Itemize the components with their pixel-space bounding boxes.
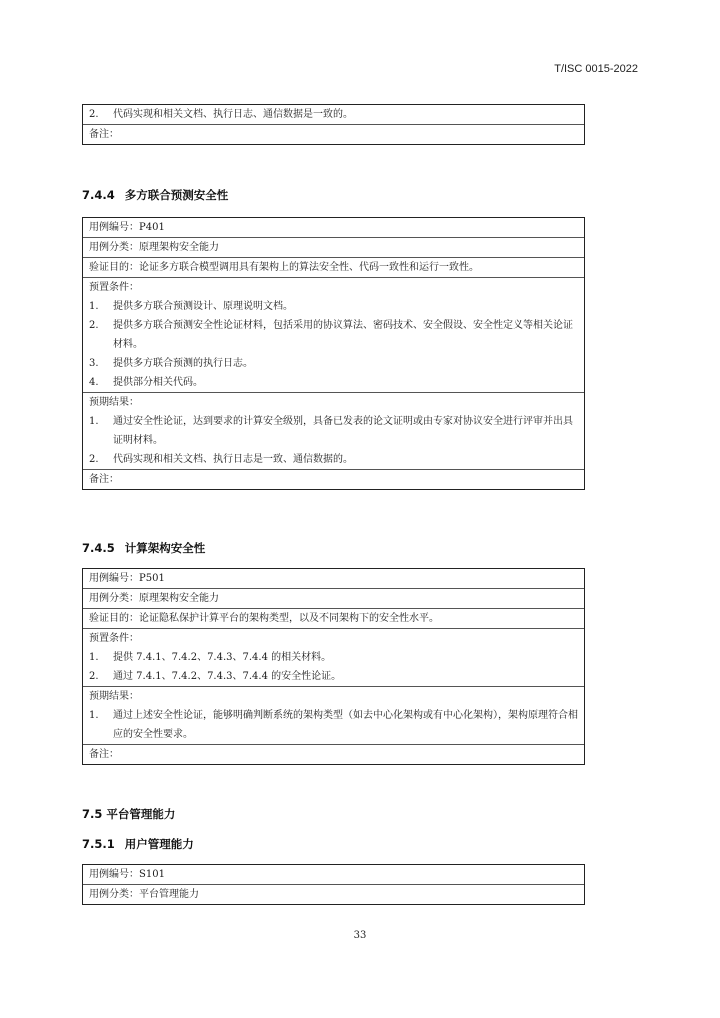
case-category-row: 用例分类：平台管理能力 <box>89 889 199 900</box>
list-item: 1. 提供多方联合预测设计、原理说明文档。 <box>89 301 293 312</box>
list-item: 2. 提供多方联合预测安全性论证材料，包括采用的协议算法、密码技术、安全假设、安全性定义等相关论证材料。 <box>89 320 573 350</box>
expected-result-block <box>83 687 584 745</box>
section-title: 计算架构安全性 <box>124 541 206 555</box>
item-text: 代码实现和相关文档、执行日志、通信数据是一致的。 <box>113 109 353 120</box>
section-heading-7-4-5 <box>82 540 205 556</box>
section-heading-7-5 <box>82 806 175 822</box>
section-number: 7.4.4 <box>82 188 115 202</box>
page-number: 33 <box>353 930 367 941</box>
case-id-row: 用例编号：P501 <box>83 569 584 589</box>
table-continued <box>82 104 585 145</box>
section-number: 7.5.1 <box>82 837 115 851</box>
list-item: 2. 通过 7.4.1、7.4.2、7.4.3、7.4.4 的安全性论证。 <box>89 671 342 682</box>
case-category-row: 用例分类：原理架构安全能力 <box>83 238 584 258</box>
list-item: 1. 通过上述安全性论证，能够明确判断系统的架构类型（如去中心化架构或有中心化架构），架构原理符合相应的安全性要求。 <box>89 710 578 740</box>
precondition-block <box>83 629 584 687</box>
precondition-label: 预置条件： <box>89 282 139 293</box>
item-number: 2. <box>89 109 99 120</box>
section-heading-7-5-1 <box>82 836 194 852</box>
section-title: 多方联合预测安全性 <box>124 188 229 202</box>
case-id-row: 用例编号：S101 <box>83 865 584 885</box>
case-category-row: 用例分类：原理架构安全能力 <box>83 589 584 609</box>
list-item: 1. 提供 7.4.1、7.4.2、7.4.3、7.4.4 的相关材料。 <box>89 652 332 663</box>
section-title: 平台管理能力 <box>106 807 176 821</box>
use-case-table-p401 <box>82 217 585 490</box>
use-case-table-s101 <box>82 864 585 905</box>
expected-result-block <box>83 393 584 470</box>
section-title: 用户管理能力 <box>124 837 194 851</box>
table-row <box>83 105 584 125</box>
section-heading-7-4-4 <box>82 187 228 203</box>
list-item: 4. 提供部分相关代码。 <box>89 377 203 388</box>
case-id-row: 用例编号：P401 <box>83 218 584 238</box>
use-case-table-p501 <box>82 568 585 765</box>
purpose-row: 验证目的：论证隐私保护计算平台的架构类型，以及不同架构下的安全性水平。 <box>83 609 584 629</box>
expected-result-label: 预期结果： <box>89 397 139 408</box>
expected-result-label: 预期结果： <box>89 691 139 702</box>
section-number: 7.5 <box>82 807 103 821</box>
purpose-row: 验证目的：论证多方联合模型调用具有架构上的算法安全性、代码一致性和运行一致性。 <box>83 258 584 278</box>
list-item: 1. 通过安全性论证，达到要求的计算安全级别，具备已发表的论文证明或由专家对协议安全进行评审并出具证明材料。 <box>89 416 573 446</box>
precondition-label: 预置条件： <box>89 633 139 644</box>
document-code: T/ISC 0015-2022 <box>554 63 638 75</box>
remark-row: 备注： <box>89 749 119 760</box>
remark-row: 备注： <box>89 474 119 485</box>
precondition-block <box>83 278 584 393</box>
list-item: 3. 提供多方联合预测的执行日志。 <box>89 358 253 369</box>
list-item: 2. 代码实现和相关文档、执行日志是一致、通信数据的。 <box>89 454 353 465</box>
remark-row: 备注： <box>89 129 119 140</box>
section-number: 7.4.5 <box>82 541 115 555</box>
